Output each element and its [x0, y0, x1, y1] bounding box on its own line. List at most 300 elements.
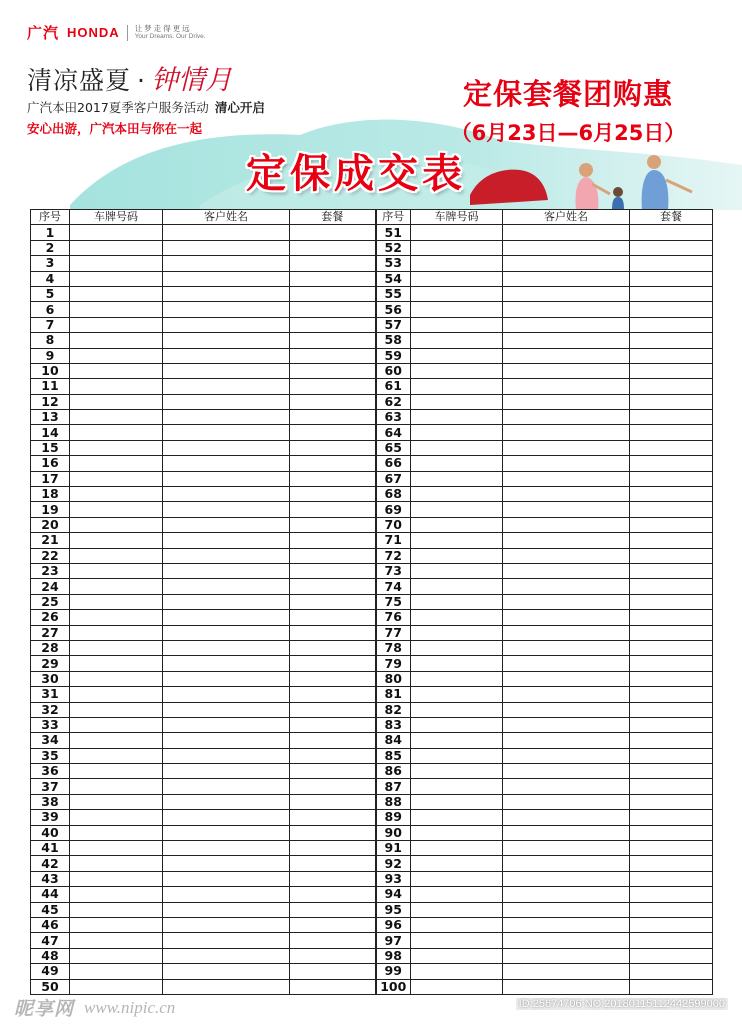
package-cell[interactable]	[290, 856, 376, 871]
customer-cell-right[interactable]	[503, 640, 630, 655]
customer-cell[interactable]	[163, 702, 290, 717]
package-cell-right[interactable]	[630, 748, 713, 763]
customer-cell[interactable]	[163, 887, 290, 902]
plate-cell-right[interactable]	[411, 640, 503, 655]
plate-cell[interactable]	[70, 363, 163, 378]
package-cell[interactable]	[290, 702, 376, 717]
plate-cell-right[interactable]	[411, 856, 503, 871]
plate-cell[interactable]	[70, 240, 163, 255]
package-cell-right[interactable]	[630, 302, 713, 317]
package-cell[interactable]	[290, 810, 376, 825]
package-cell[interactable]	[290, 471, 376, 486]
customer-cell[interactable]	[163, 363, 290, 378]
package-cell-right[interactable]	[630, 887, 713, 902]
customer-cell-right[interactable]	[503, 302, 630, 317]
customer-cell[interactable]	[163, 256, 290, 271]
package-cell-right[interactable]	[630, 379, 713, 394]
package-cell-right[interactable]	[630, 810, 713, 825]
package-cell[interactable]	[290, 425, 376, 440]
customer-cell-right[interactable]	[503, 887, 630, 902]
customer-cell[interactable]	[163, 271, 290, 286]
package-cell-right[interactable]	[630, 240, 713, 255]
customer-cell[interactable]	[163, 471, 290, 486]
customer-cell-right[interactable]	[503, 363, 630, 378]
plate-cell[interactable]	[70, 286, 163, 301]
package-cell[interactable]	[290, 794, 376, 809]
customer-cell-right[interactable]	[503, 810, 630, 825]
package-cell[interactable]	[290, 594, 376, 609]
plate-cell-right[interactable]	[411, 410, 503, 425]
package-cell-right[interactable]	[630, 440, 713, 455]
package-cell-right[interactable]	[630, 948, 713, 963]
package-cell[interactable]	[290, 517, 376, 532]
plate-cell-right[interactable]	[411, 733, 503, 748]
customer-cell[interactable]	[163, 225, 290, 240]
customer-cell[interactable]	[163, 748, 290, 763]
package-cell[interactable]	[290, 271, 376, 286]
plate-cell[interactable]	[70, 687, 163, 702]
customer-cell[interactable]	[163, 394, 290, 409]
customer-cell-right[interactable]	[503, 487, 630, 502]
customer-cell[interactable]	[163, 964, 290, 979]
plate-cell-right[interactable]	[411, 687, 503, 702]
plate-cell[interactable]	[70, 948, 163, 963]
package-cell[interactable]	[290, 902, 376, 917]
plate-cell[interactable]	[70, 487, 163, 502]
plate-cell-right[interactable]	[411, 271, 503, 286]
plate-cell-right[interactable]	[411, 517, 503, 532]
package-cell[interactable]	[290, 841, 376, 856]
plate-cell[interactable]	[70, 748, 163, 763]
customer-cell[interactable]	[163, 717, 290, 732]
package-cell-right[interactable]	[630, 794, 713, 809]
customer-cell-right[interactable]	[503, 502, 630, 517]
plate-cell[interactable]	[70, 671, 163, 686]
customer-cell[interactable]	[163, 425, 290, 440]
package-cell-right[interactable]	[630, 579, 713, 594]
customer-cell[interactable]	[163, 856, 290, 871]
package-cell-right[interactable]	[630, 225, 713, 240]
package-cell[interactable]	[290, 917, 376, 932]
customer-cell[interactable]	[163, 794, 290, 809]
plate-cell-right[interactable]	[411, 379, 503, 394]
customer-cell-right[interactable]	[503, 610, 630, 625]
customer-cell-right[interactable]	[503, 425, 630, 440]
customer-cell-right[interactable]	[503, 240, 630, 255]
plate-cell[interactable]	[70, 779, 163, 794]
plate-cell-right[interactable]	[411, 610, 503, 625]
plate-cell-right[interactable]	[411, 317, 503, 332]
customer-cell[interactable]	[163, 871, 290, 886]
plate-cell[interactable]	[70, 656, 163, 671]
package-cell[interactable]	[290, 625, 376, 640]
plate-cell-right[interactable]	[411, 348, 503, 363]
customer-cell[interactable]	[163, 533, 290, 548]
package-cell[interactable]	[290, 871, 376, 886]
plate-cell[interactable]	[70, 640, 163, 655]
package-cell-right[interactable]	[630, 871, 713, 886]
plate-cell[interactable]	[70, 317, 163, 332]
customer-cell[interactable]	[163, 764, 290, 779]
customer-cell-right[interactable]	[503, 394, 630, 409]
plate-cell[interactable]	[70, 594, 163, 609]
customer-cell[interactable]	[163, 917, 290, 932]
package-cell-right[interactable]	[630, 640, 713, 655]
plate-cell-right[interactable]	[411, 394, 503, 409]
plate-cell[interactable]	[70, 394, 163, 409]
customer-cell-right[interactable]	[503, 733, 630, 748]
package-cell-right[interactable]	[630, 425, 713, 440]
plate-cell[interactable]	[70, 302, 163, 317]
customer-cell-right[interactable]	[503, 764, 630, 779]
customer-cell-right[interactable]	[503, 902, 630, 917]
package-cell-right[interactable]	[630, 502, 713, 517]
package-cell-right[interactable]	[630, 610, 713, 625]
plate-cell-right[interactable]	[411, 871, 503, 886]
plate-cell-right[interactable]	[411, 563, 503, 578]
customer-cell[interactable]	[163, 440, 290, 455]
plate-cell-right[interactable]	[411, 302, 503, 317]
package-cell-right[interactable]	[630, 733, 713, 748]
package-cell-right[interactable]	[630, 563, 713, 578]
package-cell[interactable]	[290, 579, 376, 594]
plate-cell[interactable]	[70, 256, 163, 271]
plate-cell-right[interactable]	[411, 456, 503, 471]
customer-cell[interactable]	[163, 286, 290, 301]
plate-cell-right[interactable]	[411, 225, 503, 240]
customer-cell-right[interactable]	[503, 856, 630, 871]
plate-cell[interactable]	[70, 794, 163, 809]
package-cell[interactable]	[290, 302, 376, 317]
package-cell[interactable]	[290, 548, 376, 563]
customer-cell-right[interactable]	[503, 440, 630, 455]
customer-cell-right[interactable]	[503, 348, 630, 363]
customer-cell[interactable]	[163, 517, 290, 532]
package-cell[interactable]	[290, 933, 376, 948]
package-cell[interactable]	[290, 825, 376, 840]
customer-cell-right[interactable]	[503, 225, 630, 240]
plate-cell-right[interactable]	[411, 256, 503, 271]
customer-cell[interactable]	[163, 563, 290, 578]
plate-cell[interactable]	[70, 964, 163, 979]
plate-cell[interactable]	[70, 425, 163, 440]
plate-cell[interactable]	[70, 548, 163, 563]
package-cell-right[interactable]	[630, 702, 713, 717]
customer-cell-right[interactable]	[503, 471, 630, 486]
package-cell-right[interactable]	[630, 394, 713, 409]
customer-cell-right[interactable]	[503, 333, 630, 348]
plate-cell[interactable]	[70, 871, 163, 886]
package-cell-right[interactable]	[630, 594, 713, 609]
customer-cell-right[interactable]	[503, 379, 630, 394]
customer-cell[interactable]	[163, 841, 290, 856]
plate-cell[interactable]	[70, 764, 163, 779]
package-cell[interactable]	[290, 348, 376, 363]
package-cell-right[interactable]	[630, 286, 713, 301]
customer-cell[interactable]	[163, 779, 290, 794]
customer-cell-right[interactable]	[503, 563, 630, 578]
customer-cell-right[interactable]	[503, 456, 630, 471]
plate-cell[interactable]	[70, 610, 163, 625]
plate-cell[interactable]	[70, 502, 163, 517]
package-cell-right[interactable]	[630, 333, 713, 348]
package-cell-right[interactable]	[630, 256, 713, 271]
plate-cell[interactable]	[70, 533, 163, 548]
customer-cell[interactable]	[163, 348, 290, 363]
plate-cell-right[interactable]	[411, 548, 503, 563]
plate-cell[interactable]	[70, 825, 163, 840]
plate-cell-right[interactable]	[411, 363, 503, 378]
package-cell-right[interactable]	[630, 656, 713, 671]
plate-cell-right[interactable]	[411, 810, 503, 825]
package-cell[interactable]	[290, 456, 376, 471]
customer-cell[interactable]	[163, 687, 290, 702]
package-cell-right[interactable]	[630, 625, 713, 640]
package-cell-right[interactable]	[630, 487, 713, 502]
package-cell[interactable]	[290, 733, 376, 748]
plate-cell[interactable]	[70, 625, 163, 640]
customer-cell-right[interactable]	[503, 517, 630, 532]
customer-cell[interactable]	[163, 594, 290, 609]
customer-cell-right[interactable]	[503, 271, 630, 286]
package-cell-right[interactable]	[630, 548, 713, 563]
plate-cell[interactable]	[70, 810, 163, 825]
customer-cell[interactable]	[163, 548, 290, 563]
package-cell[interactable]	[290, 487, 376, 502]
plate-cell-right[interactable]	[411, 702, 503, 717]
customer-cell[interactable]	[163, 948, 290, 963]
customer-cell[interactable]	[163, 640, 290, 655]
package-cell[interactable]	[290, 410, 376, 425]
plate-cell[interactable]	[70, 841, 163, 856]
customer-cell[interactable]	[163, 902, 290, 917]
package-cell[interactable]	[290, 379, 376, 394]
customer-cell-right[interactable]	[503, 964, 630, 979]
customer-cell[interactable]	[163, 579, 290, 594]
package-cell-right[interactable]	[630, 841, 713, 856]
plate-cell[interactable]	[70, 856, 163, 871]
package-cell[interactable]	[290, 948, 376, 963]
plate-cell[interactable]	[70, 917, 163, 932]
plate-cell-right[interactable]	[411, 425, 503, 440]
customer-cell-right[interactable]	[503, 625, 630, 640]
package-cell[interactable]	[290, 240, 376, 255]
package-cell[interactable]	[290, 440, 376, 455]
package-cell[interactable]	[290, 225, 376, 240]
customer-cell-right[interactable]	[503, 317, 630, 332]
package-cell[interactable]	[290, 533, 376, 548]
plate-cell-right[interactable]	[411, 764, 503, 779]
plate-cell-right[interactable]	[411, 240, 503, 255]
plate-cell-right[interactable]	[411, 625, 503, 640]
customer-cell[interactable]	[163, 379, 290, 394]
customer-cell[interactable]	[163, 333, 290, 348]
plate-cell-right[interactable]	[411, 487, 503, 502]
package-cell-right[interactable]	[630, 348, 713, 363]
plate-cell-right[interactable]	[411, 917, 503, 932]
plate-cell-right[interactable]	[411, 656, 503, 671]
package-cell[interactable]	[290, 717, 376, 732]
customer-cell-right[interactable]	[503, 286, 630, 301]
package-cell[interactable]	[290, 764, 376, 779]
customer-cell-right[interactable]	[503, 794, 630, 809]
package-cell-right[interactable]	[630, 517, 713, 532]
customer-cell[interactable]	[163, 933, 290, 948]
plate-cell-right[interactable]	[411, 579, 503, 594]
customer-cell-right[interactable]	[503, 825, 630, 840]
package-cell[interactable]	[290, 286, 376, 301]
plate-cell-right[interactable]	[411, 933, 503, 948]
package-cell-right[interactable]	[630, 825, 713, 840]
plate-cell[interactable]	[70, 702, 163, 717]
plate-cell[interactable]	[70, 887, 163, 902]
customer-cell[interactable]	[163, 733, 290, 748]
customer-cell[interactable]	[163, 456, 290, 471]
plate-cell-right[interactable]	[411, 964, 503, 979]
package-cell[interactable]	[290, 610, 376, 625]
package-cell-right[interactable]	[630, 687, 713, 702]
customer-cell[interactable]	[163, 410, 290, 425]
customer-cell-right[interactable]	[503, 933, 630, 948]
customer-cell-right[interactable]	[503, 594, 630, 609]
plate-cell[interactable]	[70, 579, 163, 594]
package-cell[interactable]	[290, 394, 376, 409]
customer-cell-right[interactable]	[503, 256, 630, 271]
plate-cell[interactable]	[70, 225, 163, 240]
customer-cell-right[interactable]	[503, 979, 630, 994]
plate-cell-right[interactable]	[411, 440, 503, 455]
plate-cell[interactable]	[70, 517, 163, 532]
package-cell-right[interactable]	[630, 964, 713, 979]
customer-cell[interactable]	[163, 240, 290, 255]
package-cell[interactable]	[290, 964, 376, 979]
plate-cell[interactable]	[70, 733, 163, 748]
customer-cell-right[interactable]	[503, 948, 630, 963]
customer-cell-right[interactable]	[503, 717, 630, 732]
package-cell[interactable]	[290, 687, 376, 702]
plate-cell[interactable]	[70, 348, 163, 363]
package-cell[interactable]	[290, 656, 376, 671]
plate-cell-right[interactable]	[411, 717, 503, 732]
plate-cell[interactable]	[70, 979, 163, 994]
package-cell-right[interactable]	[630, 917, 713, 932]
plate-cell-right[interactable]	[411, 748, 503, 763]
package-cell[interactable]	[290, 502, 376, 517]
customer-cell[interactable]	[163, 317, 290, 332]
plate-cell-right[interactable]	[411, 471, 503, 486]
package-cell-right[interactable]	[630, 271, 713, 286]
plate-cell-right[interactable]	[411, 533, 503, 548]
plate-cell[interactable]	[70, 902, 163, 917]
plate-cell[interactable]	[70, 410, 163, 425]
plate-cell-right[interactable]	[411, 948, 503, 963]
plate-cell[interactable]	[70, 440, 163, 455]
customer-cell[interactable]	[163, 625, 290, 640]
package-cell-right[interactable]	[630, 764, 713, 779]
plate-cell-right[interactable]	[411, 887, 503, 902]
customer-cell-right[interactable]	[503, 841, 630, 856]
customer-cell-right[interactable]	[503, 702, 630, 717]
package-cell[interactable]	[290, 748, 376, 763]
plate-cell[interactable]	[70, 456, 163, 471]
customer-cell-right[interactable]	[503, 687, 630, 702]
customer-cell[interactable]	[163, 671, 290, 686]
customer-cell[interactable]	[163, 656, 290, 671]
plate-cell[interactable]	[70, 717, 163, 732]
package-cell[interactable]	[290, 779, 376, 794]
plate-cell-right[interactable]	[411, 286, 503, 301]
package-cell[interactable]	[290, 317, 376, 332]
customer-cell-right[interactable]	[503, 779, 630, 794]
customer-cell-right[interactable]	[503, 579, 630, 594]
plate-cell-right[interactable]	[411, 794, 503, 809]
customer-cell-right[interactable]	[503, 871, 630, 886]
package-cell-right[interactable]	[630, 717, 713, 732]
customer-cell[interactable]	[163, 610, 290, 625]
customer-cell[interactable]	[163, 502, 290, 517]
package-cell-right[interactable]	[630, 902, 713, 917]
package-cell-right[interactable]	[630, 363, 713, 378]
package-cell-right[interactable]	[630, 933, 713, 948]
package-cell-right[interactable]	[630, 533, 713, 548]
customer-cell-right[interactable]	[503, 548, 630, 563]
customer-cell-right[interactable]	[503, 410, 630, 425]
customer-cell[interactable]	[163, 825, 290, 840]
plate-cell-right[interactable]	[411, 979, 503, 994]
plate-cell[interactable]	[70, 933, 163, 948]
package-cell-right[interactable]	[630, 671, 713, 686]
package-cell-right[interactable]	[630, 856, 713, 871]
customer-cell[interactable]	[163, 302, 290, 317]
plate-cell-right[interactable]	[411, 502, 503, 517]
customer-cell-right[interactable]	[503, 671, 630, 686]
customer-cell[interactable]	[163, 487, 290, 502]
package-cell-right[interactable]	[630, 456, 713, 471]
customer-cell-right[interactable]	[503, 533, 630, 548]
package-cell-right[interactable]	[630, 779, 713, 794]
plate-cell-right[interactable]	[411, 671, 503, 686]
customer-cell-right[interactable]	[503, 748, 630, 763]
plate-cell[interactable]	[70, 333, 163, 348]
plate-cell-right[interactable]	[411, 594, 503, 609]
package-cell[interactable]	[290, 887, 376, 902]
package-cell[interactable]	[290, 333, 376, 348]
plate-cell-right[interactable]	[411, 779, 503, 794]
package-cell-right[interactable]	[630, 979, 713, 994]
customer-cell-right[interactable]	[503, 656, 630, 671]
package-cell-right[interactable]	[630, 471, 713, 486]
package-cell[interactable]	[290, 671, 376, 686]
plate-cell[interactable]	[70, 379, 163, 394]
plate-cell[interactable]	[70, 563, 163, 578]
package-cell[interactable]	[290, 979, 376, 994]
customer-cell[interactable]	[163, 810, 290, 825]
customer-cell[interactable]	[163, 979, 290, 994]
plate-cell-right[interactable]	[411, 841, 503, 856]
package-cell[interactable]	[290, 640, 376, 655]
package-cell-right[interactable]	[630, 410, 713, 425]
plate-cell-right[interactable]	[411, 902, 503, 917]
package-cell[interactable]	[290, 363, 376, 378]
customer-cell-right[interactable]	[503, 917, 630, 932]
plate-cell-right[interactable]	[411, 333, 503, 348]
package-cell[interactable]	[290, 563, 376, 578]
package-cell[interactable]	[290, 256, 376, 271]
package-cell-right[interactable]	[630, 317, 713, 332]
plate-cell-right[interactable]	[411, 825, 503, 840]
plate-cell[interactable]	[70, 271, 163, 286]
plate-cell[interactable]	[70, 471, 163, 486]
